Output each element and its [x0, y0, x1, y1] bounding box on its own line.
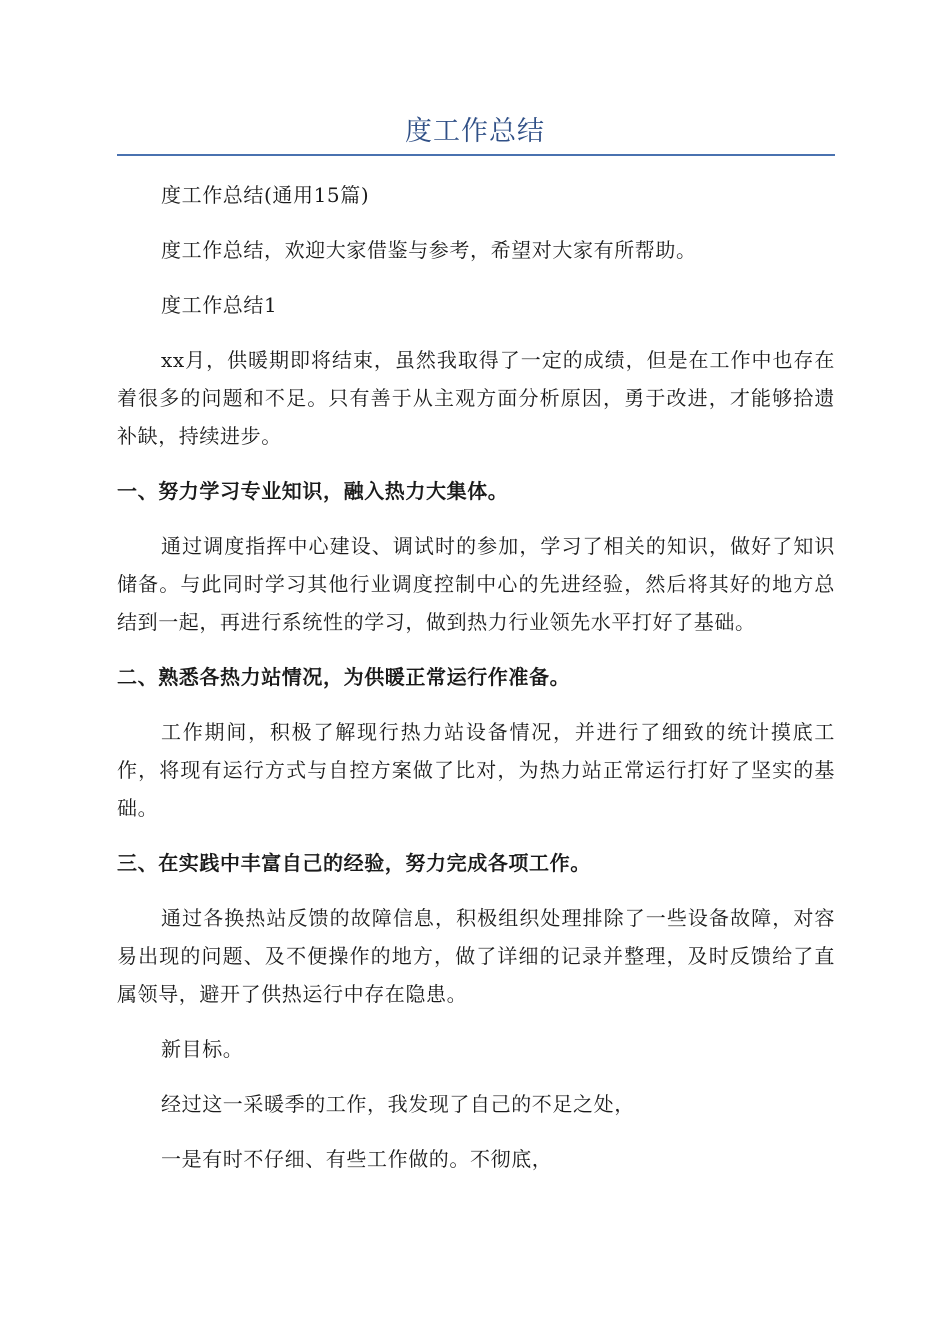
section-heading: 二、熟悉各热力站情况，为供暖正常运行作准备。	[117, 665, 571, 689]
document-title: 度工作总结	[405, 116, 545, 147]
paragraph: xx月，供暖期即将结束，虽然我取得了一定的成绩，但是在工作中也存在着很多的问题和不足。只有善于从主观方面分析原因，勇于改进，才能够拾遗补缺，持续进步。	[117, 348, 835, 448]
paragraph: 度工作总结，欢迎大家借鉴与参考，希望对大家有所帮助。	[161, 238, 697, 262]
document-body	[117, 176, 835, 1195]
paragraph: 经过这一采暖季的工作，我发现了自己的不足之处，	[161, 1092, 635, 1116]
title-underline	[117, 154, 835, 156]
section-heading: 三、在实践中丰富自己的经验，努力完成各项工作。	[117, 851, 591, 875]
paragraph: 一是有时不仔细、有些工作做的。不彻底，	[161, 1147, 553, 1171]
paragraph: 新目标。	[161, 1037, 244, 1061]
section-heading: 一、努力学习专业知识，融入热力大集体。	[117, 479, 509, 503]
paragraph: 工作期间，积极了解现行热力站设备情况，并进行了细致的统计摸底工作，将现有运行方式与自控方案做了比对，为热力站正常运行打好了坚实的基础。	[117, 720, 835, 820]
paragraph: 通过调度指挥中心建设、调试时的参加，学习了相关的知识，做好了知识储备。与此同时学习其他行业调度控制中心的先进经验，然后将其好的地方总结到一起，再进行系统性的学习，做到热力行业领先水平打好了基础。	[117, 534, 835, 634]
paragraph: 通过各换热站反馈的故障信息，积极组织处理排除了一些设备故障，对容易出现的问题、及不便操作的地方，做了详细的记录并整理，及时反馈给了直属领导，避开了供热运行中存在隐患。	[117, 906, 835, 1006]
paragraph: 度工作总结1	[161, 293, 278, 317]
paragraph: 度工作总结(通用15篇)	[161, 183, 370, 207]
